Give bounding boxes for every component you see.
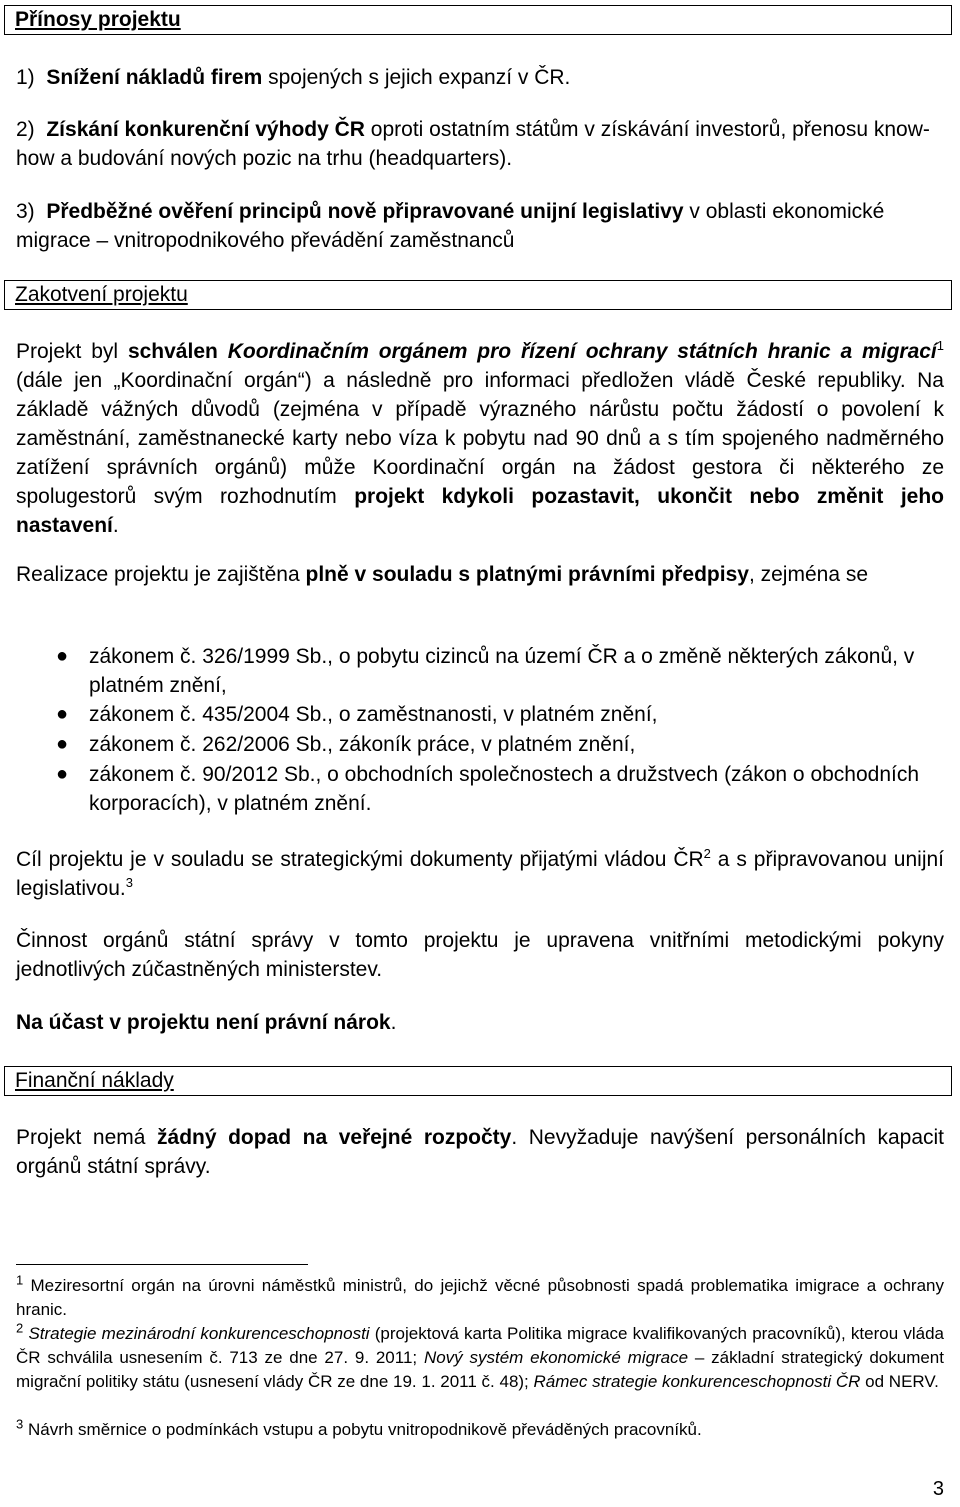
goal-paragraph [16,845,944,903]
benefit-3-text: v oblasti ekonomické migrace – vnitropodnikového převádění zaměstnanců [16,200,885,252]
footnote-3-text: Návrh směrnice o podmínkách vstupu a pobytu vnitropodnikově převáděných pracovníků. [23,1420,702,1439]
footnote-ref-3: 3 [125,875,133,890]
no-claim-text: . [390,1011,397,1034]
page-number: 3 [932,1478,944,1500]
benefit-2 [16,115,944,173]
costs-bold: žádný dopad na veřejné rozpočty [157,1126,512,1149]
footnote-1-text: Meziresortní orgán na úrovni náměstků ministrů, do jejichž věcné působnosti spadá problematika imigrace a ochrany hranic. [16,1276,944,1319]
footnote-2-text-3: od NERV. [860,1372,939,1391]
realization-bold: plně v souladu s platnými právními předpisy [305,563,749,586]
bullet-icon: ● [56,733,69,755]
realization-paragraph [16,560,944,589]
benefit-3-bold: Předběžné ověření principů nově připravované unijní legislativy [46,200,684,223]
benefit-1-bold: Snížení nákladů firem [46,66,263,89]
footnote-1-number: 1 [16,1272,24,1288]
benefit-3 [16,197,944,255]
benefit-2-bold: Získání konkurenční výhody ČR [46,118,365,141]
benefit-1-number: 1) [16,66,35,89]
anchor-text-1: Projekt byl [16,340,128,363]
benefit-2-text: oproti ostatním státům v získávání investorů, přenosu know-how a budování nových pozic na trhu (headquarters). [16,118,930,170]
law-item-1: zákonem č. 326/1999 Sb., o pobytu cizinců na území ČR a o změně některých zákonů, v platném znění, [89,645,915,697]
no-claim-bold: Na účast v projektu není právní nárok [16,1011,391,1034]
footnote-3 [16,1418,944,1442]
section-header-anchor [4,280,952,310]
realization-text-2: , zejména se [748,563,869,586]
footnote-1 [16,1274,944,1322]
heading-costs: Finanční náklady [15,1069,174,1092]
benefit-1 [16,63,944,92]
benefit-2-number: 2) [16,118,35,141]
realization-text-1: Realizace projektu je zajištěna [16,563,306,586]
activity-paragraph: Činnost orgánů státní správy v tomto projektu je upravena vnitřními metodickými pokyny jednotlivých zúčastněných ministerstev. [16,929,944,981]
heading-anchor: Zakotvení projektu [15,283,188,306]
footnote-2-italic-3: Rámec strategie konkurenceschopnosti ČR [533,1372,861,1391]
costs-paragraph [16,1123,944,1181]
footnote-2-italic-1: Strategie mezinárodní konkurenceschopnosti [28,1324,370,1343]
law-item-4: zákonem č. 90/2012 Sb., o obchodních společnostech a družstvech (zákon o obchodních korporacích), v platném znění. [89,763,920,815]
goal-text-1: Cíl projektu je v souladu se strategickými dokumenty přijatými vládou ČR [16,848,704,871]
no-claim-paragraph [16,1008,944,1037]
anchor-paragraph [16,337,944,540]
section-header-benefits [4,5,952,35]
anchor-text-3: . [112,514,119,537]
footnote-2-italic-2: Nový systém ekonomické migrace [423,1348,689,1367]
benefit-3-number: 3) [16,200,35,223]
goal-text-2: a s připravovanou unijní legislativou. [16,848,944,900]
anchor-italic-1: Koordinačním orgánem pro řízení ochrany státních hranic a migrací [227,340,937,363]
costs-text-1: Projekt nemá [16,1126,158,1149]
benefit-1-text: spojených s jejich expanzí v ČR. [262,66,571,89]
anchor-bold-2: projekt kdykoli pozastavit, ukončit nebo změnit jeho nastavení [16,485,944,537]
anchor-text-2: (dále jen „Koordinační orgán“) a následně pro informaci předložen vládě České republiky. Na základě vážných důvodů (zejména v případě výrazného nárůstu počtu žádostí o povolení k zaměstnání, zaměstnanecké karty nebo víza k pobytu nad 90 dnů a s tím spojeného nadměrného zatížení správních orgánů) může Koordinační orgán na žádost gestora či některého ze spolugestorů svým rozhodnutím [16,369,944,508]
anchor-bold-1: schválen [127,340,218,363]
bullet-icon: ● [56,703,69,725]
heading-benefits: Přínosy projektu [15,8,181,31]
footnote-2-text-1: (projektová karta Politika migrace kvalifikovaných pracovníků), kterou vláda ČR schválila usnesením č. 713 ze dne 27. 9. 2011; [16,1324,945,1367]
footnote-2 [16,1322,944,1394]
bullet-icon: ● [56,645,69,667]
section-header-costs [4,1066,952,1096]
footnote-3-number: 3 [16,1416,24,1432]
footnote-2-text-2: – základní strategický dokument migrační politiky státu (usnesení vlády ČR ze dne 19. 1. 2011 č. 48); [16,1348,944,1391]
bullet-icon: ● [56,763,69,785]
footnote-ref-1: 1 [936,338,944,353]
law-item-2: zákonem č. 435/2004 Sb., o zaměstnanosti, v platném znění, [89,703,658,726]
law-item-3: zákonem č. 262/2006 Sb., zákoník práce, v platném znění, [89,733,636,756]
footnote-ref-2: 2 [703,846,711,861]
costs-text-2: . Nevyžaduje navýšení personálních kapacit orgánů státní správy. [16,1126,944,1178]
footnote-2-number: 2 [16,1320,24,1336]
footnote-divider [16,1264,308,1265]
